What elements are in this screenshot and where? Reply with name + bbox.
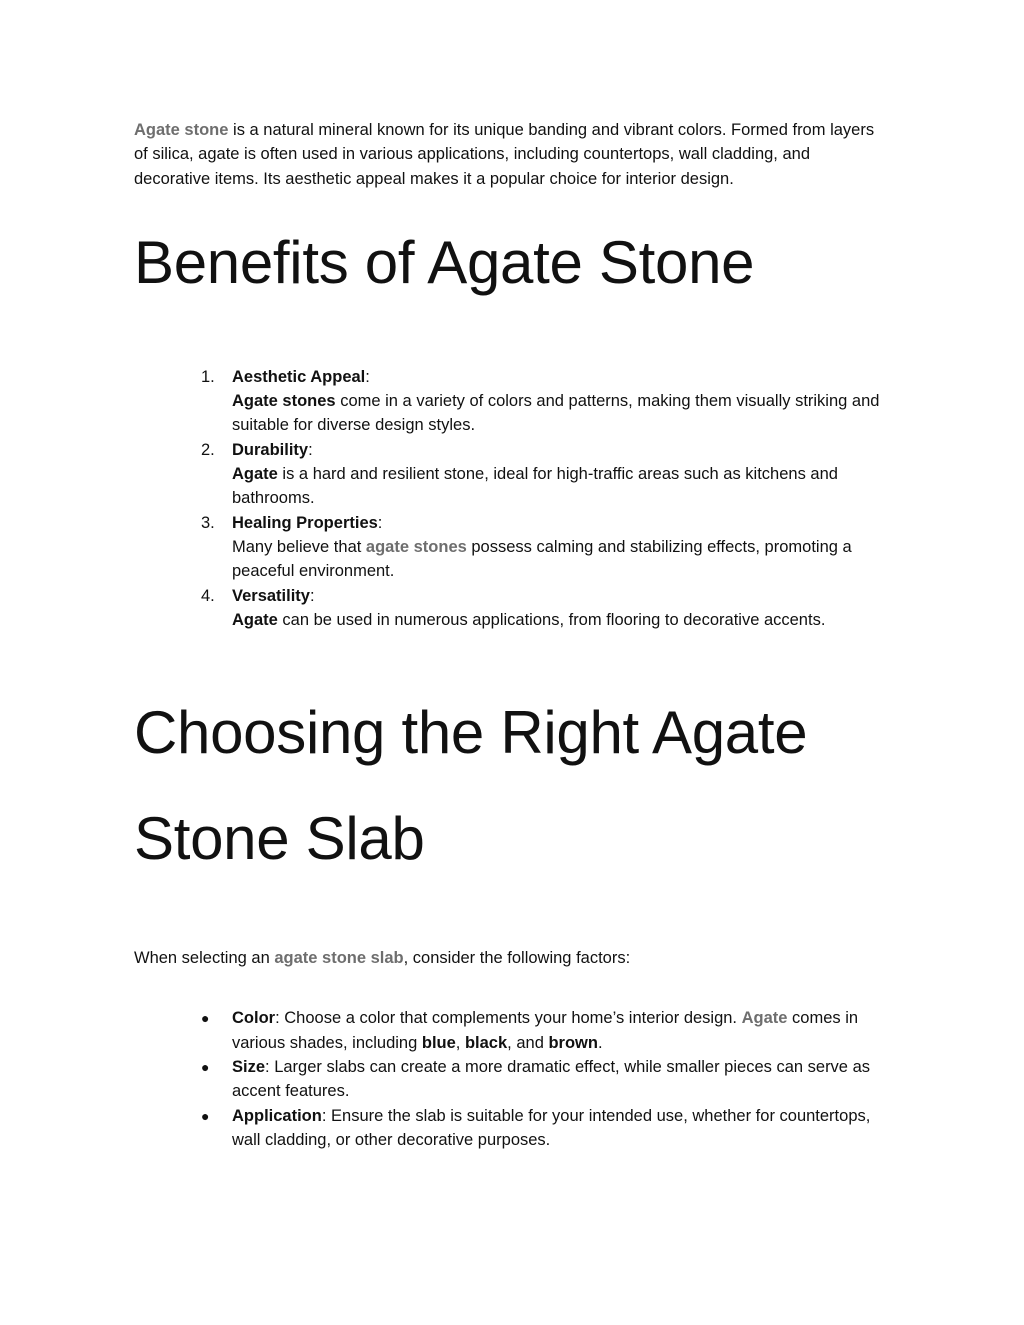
item-title: Versatility [232, 586, 310, 605]
choosing-intro-paragraph [134, 946, 888, 970]
list-item [201, 365, 888, 438]
agate-stone-slab-link[interactable]: agate stone slab [274, 949, 404, 968]
choosing-heading-line1: Choosing the Right Agate [134, 699, 808, 767]
separator: , [455, 1033, 465, 1052]
factor-end: . [597, 1033, 603, 1052]
item-text: possess calming and stabilizing effects, promoting a peaceful environment. [232, 537, 852, 581]
factor-text: comes in various shades, including [232, 1009, 859, 1052]
item-colon: : [365, 367, 370, 386]
factor-text: : Larger slabs can create a more dramatic effect, while smaller pieces can serve as accent features. [232, 1058, 870, 1101]
bullet-icon: ● [201, 1107, 210, 1124]
list-number: 2. [201, 440, 215, 459]
bullet-icon: ● [201, 1010, 210, 1027]
benefits-heading: Benefits of Agate Stone [134, 228, 755, 296]
factor-text: : Choose a color that complements your home’s interior design. [275, 1009, 742, 1028]
item-colon: : [377, 513, 383, 532]
choosing-heading-line2: Stone Slab [134, 805, 425, 873]
list-item [201, 1055, 888, 1104]
list-number: 4. [201, 586, 215, 605]
factor-title: Application [232, 1106, 322, 1125]
color-brown: brown [548, 1033, 598, 1052]
list-item [201, 438, 888, 511]
item-text: can be used in numerous applications, from flooring to decorative accents. [277, 610, 826, 629]
list-number: 1. [201, 367, 215, 386]
list-item [201, 1006, 888, 1055]
item-pre: Many believe that [232, 537, 366, 556]
list-number: 3. [201, 513, 215, 532]
item-text: come in a variety of colors and patterns, making them visually striking and suitable for diverse design styles. [232, 392, 880, 435]
color-black: black [464, 1033, 508, 1052]
separator: , and [507, 1033, 549, 1052]
item-text: is a hard and resilient stone, ideal for high-traffic areas such as kitchens and bathrooms. [232, 465, 838, 508]
choosing-intro-pre: When selecting an [134, 949, 275, 968]
item-lead: Agate [232, 610, 278, 629]
choosing-heading [134, 680, 888, 892]
factor-text: : Ensure the slab is suitable for your intended use, whether for countertops, wall cladding, or other decorative purposes. [232, 1106, 871, 1149]
choosing-intro-post: , consider the following factors: [403, 949, 631, 968]
item-title: Durability [232, 440, 309, 459]
benefits-list [134, 365, 888, 632]
item-lead: Agate [232, 465, 278, 484]
agate-link[interactable]: Agate [741, 1009, 788, 1028]
factor-title: Color [232, 1009, 276, 1028]
factor-title: Size [232, 1058, 266, 1077]
intro-paragraph [134, 118, 888, 191]
list-item [201, 584, 888, 633]
item-lead: Agate stones [232, 392, 336, 411]
color-blue: blue [421, 1033, 456, 1052]
item-colon: : [308, 440, 313, 459]
factors-list [134, 1006, 888, 1152]
agate-stones-link[interactable]: agate stones [365, 537, 467, 556]
agate-stone-link[interactable]: Agate stone [134, 121, 229, 139]
item-colon: : [309, 586, 315, 605]
list-item [201, 1104, 888, 1153]
list-item [201, 511, 888, 584]
intro-text: is a natural mineral known for its unique banding and vibrant colors. Formed from layers of silica, agate is often used in various applications, including countertops, wall cladding, and decorative items. Its aesthetic appeal makes it a popular choice for interior design. [134, 121, 875, 188]
bullet-icon: ● [201, 1059, 210, 1076]
item-title: Aesthetic Appeal [232, 367, 366, 386]
item-title: Healing Properties [232, 513, 378, 532]
